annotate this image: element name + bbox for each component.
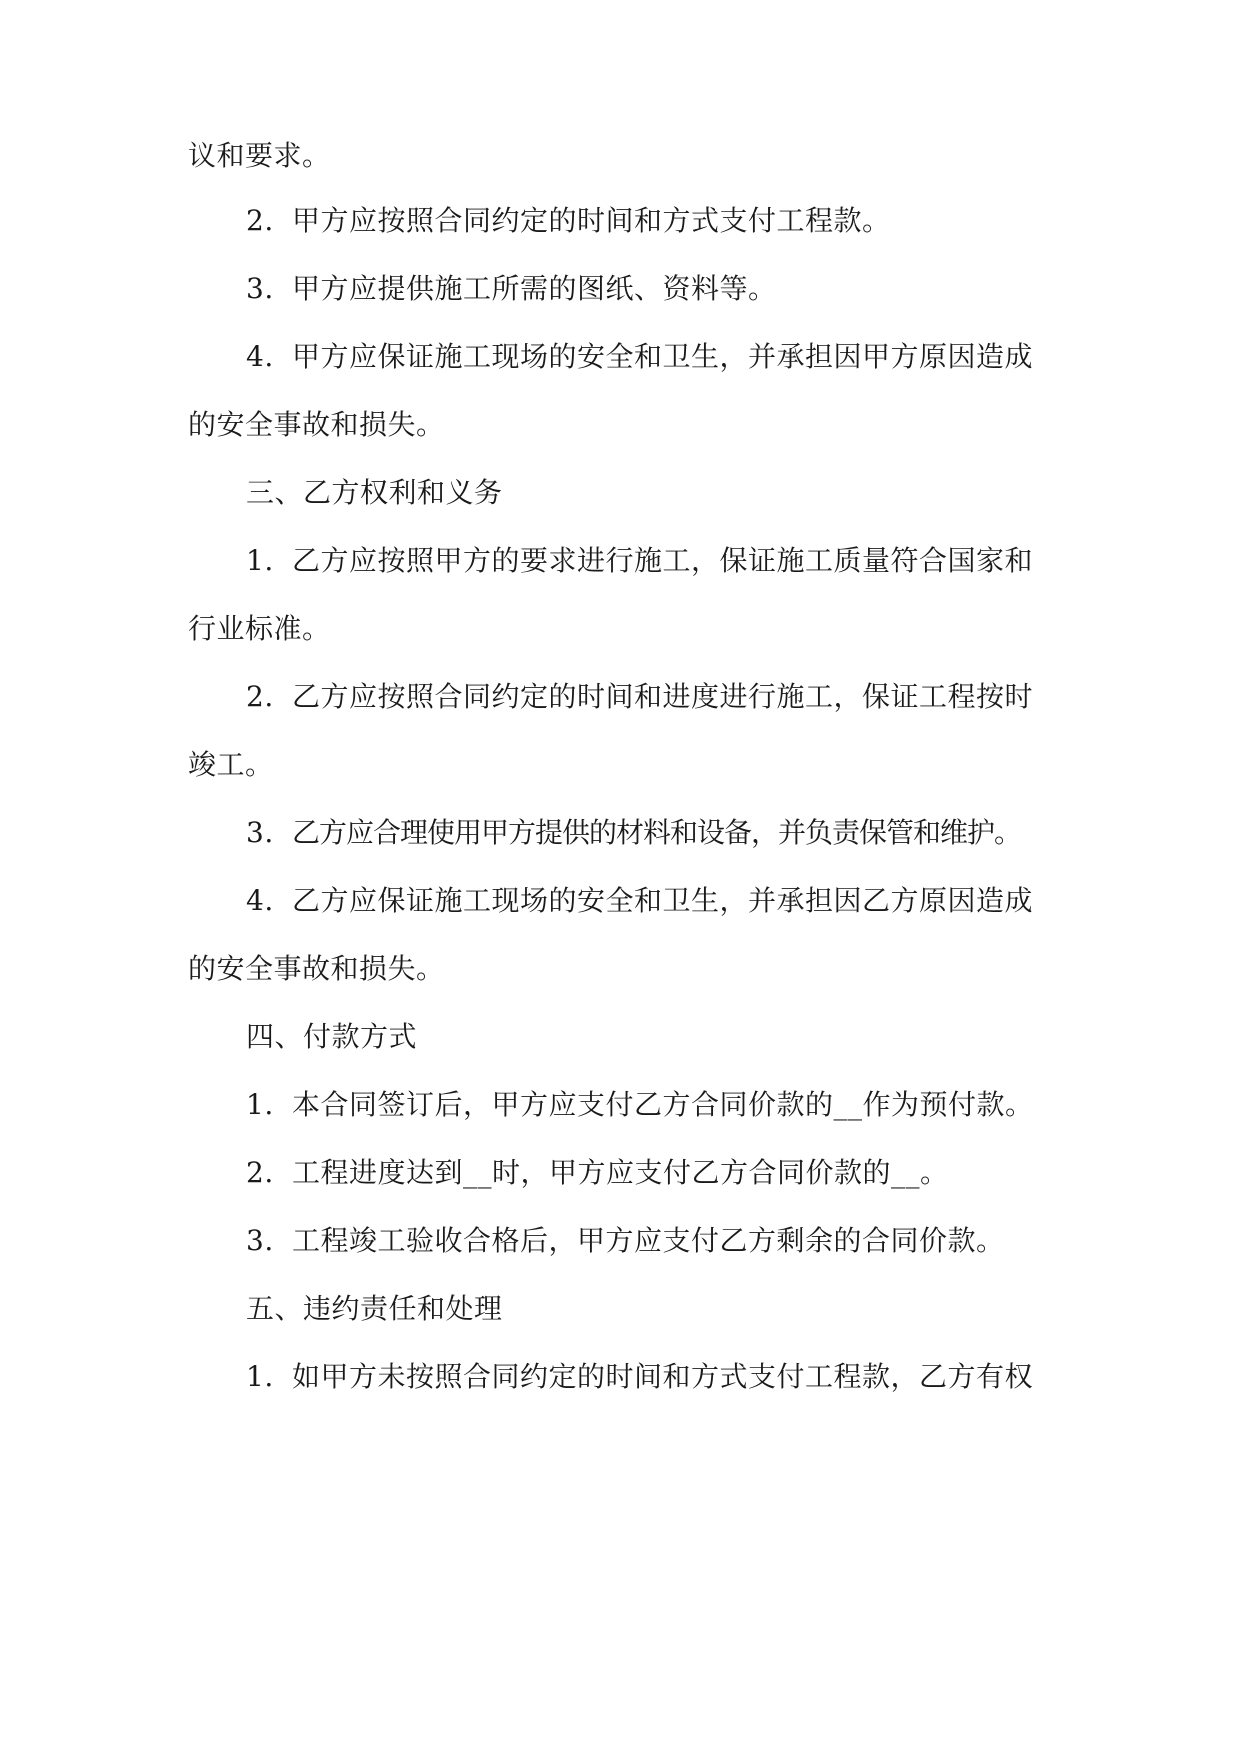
list-number: 1. [246, 544, 274, 577]
line-text: 五、违约责任和处理 [246, 1292, 503, 1325]
paragraph-line [188, 609, 1068, 649]
line-text: 甲方应按照合同约定的时间和方式支付工程款。 [292, 204, 891, 237]
list-item [246, 1357, 1126, 1397]
paragraph-line [188, 136, 1068, 176]
list-item [246, 881, 1126, 921]
section-heading [246, 473, 1126, 513]
line-text: 乙方应按照合同约定的时间和进度进行施工，保证工程按时 [292, 680, 1034, 713]
list-number: 4. [246, 884, 274, 917]
list-item [246, 1221, 1126, 1261]
list-item [246, 813, 1126, 853]
list-number: 2. [246, 1156, 274, 1189]
line-text: 乙方应按照甲方的要求进行施工，保证施工质量符合国家和 [292, 544, 1034, 577]
list-item [246, 269, 1126, 309]
line-text: 甲方应保证施工现场的安全和卫生，并承担因甲方原因造成 [292, 340, 1034, 373]
line-text: 的安全事故和损失。 [188, 408, 445, 441]
paragraph-line [188, 405, 1068, 445]
line-text: 如甲方未按照合同约定的时间和方式支付工程款，乙方有权 [292, 1360, 1034, 1393]
line-text: 议和要求。 [188, 139, 331, 172]
list-item [246, 1153, 1126, 1193]
line-text: 工程竣工验收合格后，甲方应支付乙方剩余的合同价款。 [292, 1224, 1005, 1257]
list-number: 3. [246, 816, 274, 849]
list-number: 4. [246, 340, 274, 373]
line-text: 乙方应合理使用甲方提供的材料和设备，并负责保管和维护。 [292, 816, 1022, 849]
paragraph-line [188, 745, 1068, 785]
list-item [246, 201, 1126, 241]
section-heading [246, 1289, 1126, 1329]
list-number: 2. [246, 680, 274, 713]
list-item [246, 1085, 1126, 1125]
list-number: 1. [246, 1360, 274, 1393]
list-number: 3. [246, 272, 274, 305]
line-text: 的安全事故和损失。 [188, 952, 445, 985]
line-text: 竣工。 [188, 748, 274, 781]
line-text: 本合同签订后，甲方应支付乙方合同价款的__作为预付款。 [292, 1088, 1034, 1121]
line-text: 工程进度达到__时，甲方应支付乙方合同价款的__。 [292, 1156, 949, 1189]
list-number: 2. [246, 204, 274, 237]
list-item [246, 541, 1126, 581]
list-number: 3. [246, 1224, 274, 1257]
line-text: 甲方应提供施工所需的图纸、资料等。 [292, 272, 777, 305]
list-item [246, 337, 1126, 377]
list-item [246, 677, 1126, 717]
line-text: 行业标准。 [188, 612, 331, 645]
line-text: 三、乙方权利和义务 [246, 476, 503, 509]
line-text: 乙方应保证施工现场的安全和卫生，并承担因乙方原因造成 [292, 884, 1034, 917]
paragraph-line [188, 949, 1068, 989]
line-text: 四、付款方式 [246, 1020, 418, 1053]
list-number: 1. [246, 1088, 274, 1121]
section-heading [246, 1017, 1126, 1057]
